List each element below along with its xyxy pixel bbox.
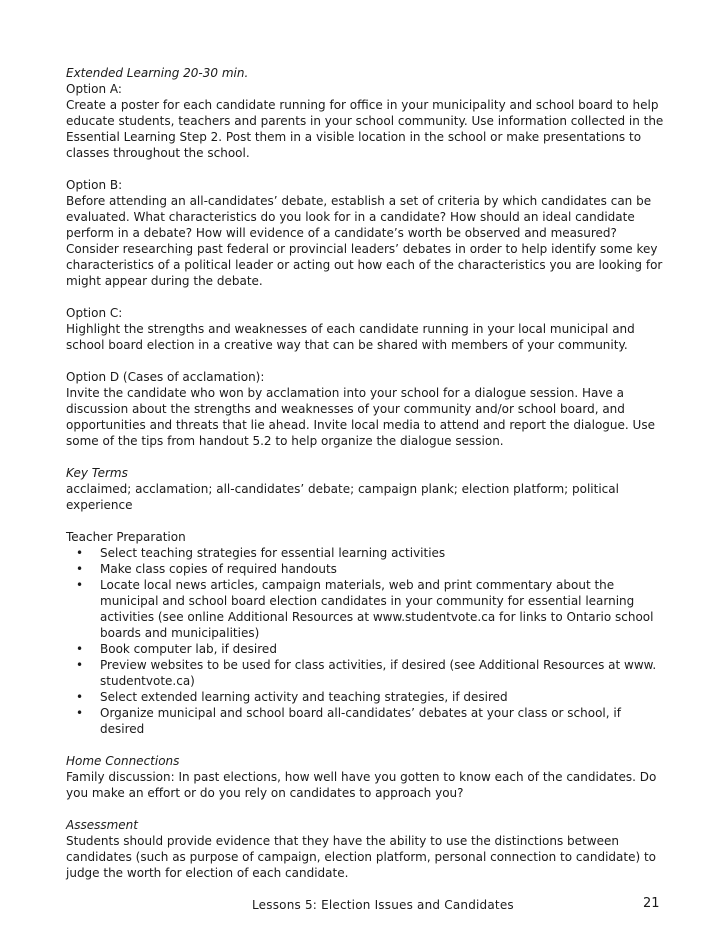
key-terms-section [66,465,666,513]
assessment-heading: Assessment [66,818,138,832]
extended-learning-heading: Extended Learning 20-30 min. [66,66,249,80]
key-terms-text: acclaimed; acclamation; all-candidates’ debate; campaign plank; election platform; political experience [66,482,619,512]
option-a-text: Create a poster for each candidate running for office in your municipality and school board to help educate students, teachers and parents in your school community. Use information collected in the Essential Learning Step 2. Post them in a visible location in the school or make presentations to classes throughout the school. [66,98,664,160]
bullet-icon: • [76,642,84,656]
list-item [66,657,666,689]
option-a-label: Option A: [66,82,122,96]
bullet-icon: • [76,690,84,704]
teacher-preparation-heading: Teacher Preparation [66,530,186,544]
list-item-text: Select teaching strategies for essential learning activities [100,546,446,560]
option-b-label: Option B: [66,178,123,192]
page-content [66,65,666,897]
list-item [66,641,666,657]
key-terms-heading: Key Terms [66,466,128,480]
list-item-text: Locate local news articles, campaign materials, web and print commentary about the municipal and school board election candidates in your community for essential learning activities (see online Additional Resources at www.studentvote.ca for links to Ontario school boards and municipalities) [100,578,654,640]
list-item-text: Book computer lab, if desired [100,642,277,656]
list-item-text: Organize municipal and school board all-candidates’ debates at your class or school, if desired [100,706,621,736]
list-item [66,689,666,705]
option-d-section [66,369,666,449]
list-item [66,561,666,577]
list-item [66,577,666,641]
bullet-icon: • [76,578,84,592]
option-d-label: Option D (Cases of acclamation): [66,370,265,384]
option-b-text: Before attending an all-candidates’ debate, establish a set of criteria by which candidates can be evaluated. What characteristics do you look for in a candidate? How should an ideal candidate perform in a debate? How will evidence of a candidate’s worth be observed and measured? Consider researching past federal or provincial leaders’ debates in order to help identify some key characteristics of a political leader or acting out how each of the characteristics you are looking for might appear during the debate. [66,194,663,288]
list-item [66,545,666,561]
option-c-label: Option C: [66,306,123,320]
bullet-icon: • [76,706,84,720]
bullet-icon: • [76,546,84,560]
bullet-icon: • [76,658,84,672]
extended-learning-section [66,65,666,161]
home-connections-text: Family discussion: In past elections, how well have you gotten to know each of the candidates. Do you make an effort or do you rely on candidates to approach you? [66,770,657,800]
footer-title: Lessons 5: Election Issues and Candidates [252,898,514,912]
list-item-text: Make class copies of required handouts [100,562,337,576]
list-item-text: Select extended learning activity and teaching strategies, if desired [100,690,508,704]
teacher-preparation-section [66,529,666,737]
home-connections-heading: Home Connections [66,754,180,768]
option-c-text: Highlight the strengths and weaknesses of each candidate running in your local municipal and school board election in a creative way that can be shared with members of your community. [66,322,635,352]
teacher-preparation-list [66,545,666,737]
list-item-text: Preview websites to be used for class activities, if desired (see Additional Resources at www. studentvote.ca) [100,658,657,688]
option-d-text: Invite the candidate who won by acclamation into your school for a dialogue session. Have a discussion about the strengths and weaknesses of your community and/or school board, and opportunities and threats that lie ahead. Invite local media to attend and report the dialogue. Use some of the tips from handout 5.2 to help organize the dialogue session. [66,386,655,448]
assessment-section [66,817,666,881]
option-b-section [66,177,666,289]
list-item [66,705,666,737]
option-c-section [66,305,666,353]
bullet-icon: • [76,562,84,576]
home-connections-section [66,753,666,801]
page-number: 21 [643,896,660,911]
assessment-text: Students should provide evidence that they have the ability to use the distinctions between candidates (such as purpose of campaign, election platform, personal connection to candidate) to judge the worth for election of each candidate. [66,834,657,880]
